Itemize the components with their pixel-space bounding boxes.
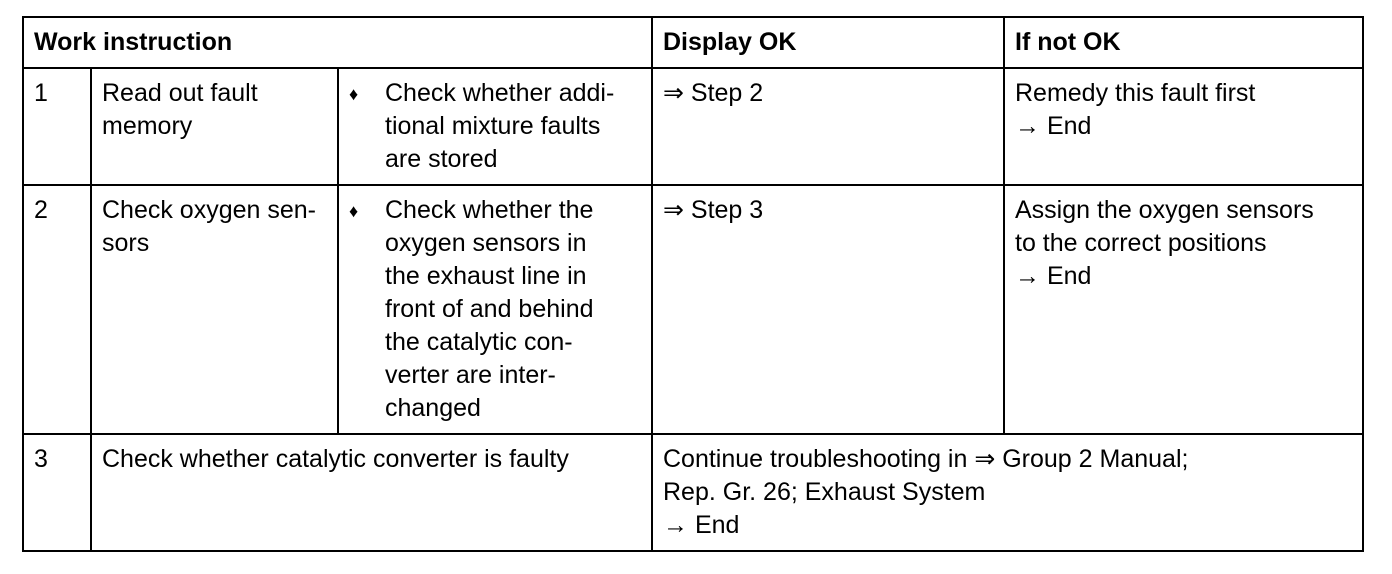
- detail-line: changed: [385, 394, 481, 422]
- diamond-bullet-icon: ♦: [349, 84, 359, 104]
- bullet-text: [385, 194, 641, 425]
- step-number: 3: [23, 434, 91, 551]
- diamond-bullet-icon: ♦: [349, 201, 359, 221]
- result-cell: [652, 434, 1363, 551]
- header-display-ok: Display OK: [652, 17, 1004, 68]
- result-line: Continue troubleshooting in ⇒ Group 2 Manual;: [663, 445, 1189, 473]
- detail-line: are stored: [385, 145, 498, 173]
- table-row-step-2: [23, 185, 1363, 434]
- table-row-step-3: [23, 434, 1363, 551]
- detail-line: Check whether the: [385, 196, 594, 224]
- step-detail: [338, 185, 652, 434]
- detail-line: the catalytic con-: [385, 328, 573, 356]
- detail-line: front of and behind: [385, 295, 594, 323]
- if-not-ok-line: Remedy this fault first: [1015, 79, 1256, 107]
- result-line: Rep. Gr. 26; Exhaust System: [663, 478, 986, 506]
- header-row: [23, 17, 1363, 68]
- step-action: Check whether catalytic converter is faulty: [91, 434, 652, 551]
- result-line: → End: [663, 511, 740, 539]
- work-instruction-table: [22, 16, 1364, 552]
- step-action-line: memory: [102, 112, 193, 140]
- bullet-text: [385, 77, 641, 176]
- step-action-line: sors: [102, 229, 150, 257]
- step-number: 2: [23, 185, 91, 434]
- if-not-ok-line: → End: [1015, 262, 1092, 290]
- table-row-step-1: [23, 68, 1363, 185]
- detail-line: the exhaust line in: [385, 262, 587, 290]
- step-action-line: Check oxygen sen-: [102, 196, 317, 224]
- step-number: 1: [23, 68, 91, 185]
- detail-line: oxygen sensors in: [385, 229, 587, 257]
- header-work-instruction: Work instruction: [23, 17, 652, 68]
- if-not-ok-line: Assign the oxygen sensors: [1015, 196, 1314, 224]
- detail-line: verter are inter-: [385, 361, 556, 389]
- bullet-item: [349, 77, 641, 176]
- if-not-ok-cell: [1004, 68, 1363, 185]
- detail-line: Check whether addi-: [385, 79, 615, 107]
- detail-line: tional mixture faults: [385, 112, 601, 140]
- display-ok-cell: ⇒ Step 2: [652, 68, 1004, 185]
- if-not-ok-cell: [1004, 185, 1363, 434]
- step-action: [91, 68, 338, 185]
- bullet-item: [349, 194, 641, 425]
- step-detail: [338, 68, 652, 185]
- step-action-line: Read out fault: [102, 79, 258, 107]
- step-action: [91, 185, 338, 434]
- header-if-not-ok: If not OK: [1004, 17, 1363, 68]
- display-ok-cell: ⇒ Step 3: [652, 185, 1004, 434]
- if-not-ok-line: → End: [1015, 112, 1092, 140]
- if-not-ok-line: to the correct positions: [1015, 229, 1267, 257]
